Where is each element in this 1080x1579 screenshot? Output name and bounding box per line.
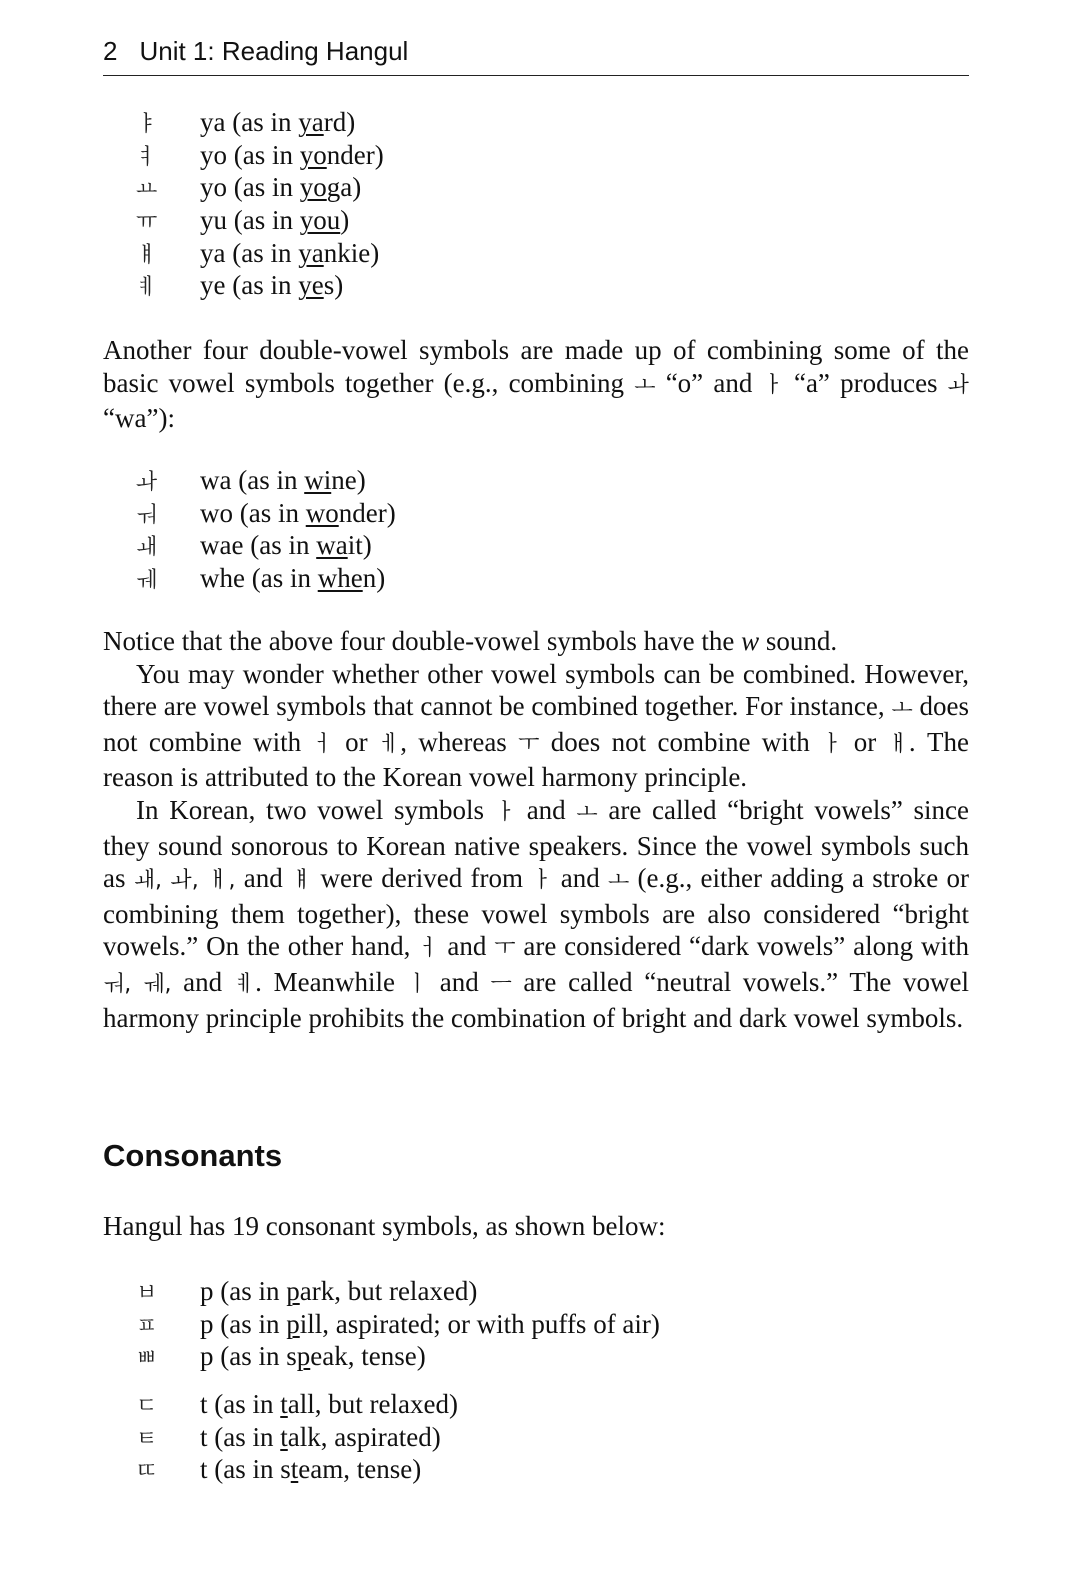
hangul-symbol: ㅍ: [136, 1313, 158, 1339]
hangul-symbol: ㅙ: [136, 535, 158, 561]
vowel-row: ㅑ ya (as in yard): [103, 106, 384, 139]
running-header: [103, 36, 969, 76]
hangul-symbol: ㅌ: [136, 1426, 158, 1452]
hangul-symbol: ㄷ: [136, 1394, 158, 1419]
wonder-paragraph: You may wonder whether other vowel symbols can be combined. However, there are vowel symbols that cannot be combined together. For instance, ㅗ does not combine with ㅓ or ㅔ, whereas ㅜ does not combine with ㅏ or ㅐ. The reason is attributed to the Korean vowel harmony principle.: [103, 658, 969, 793]
hangul-symbol: ㅑ: [136, 112, 158, 137]
y-vowel-list: [103, 106, 384, 302]
vowel-row: ㅒ ya (as in yankie): [103, 237, 384, 270]
chapter-title: Unit 1: Reading Hangul: [139, 36, 409, 66]
hangul-symbol: ㅕ: [136, 144, 158, 170]
hangul-symbol: ㅘ: [136, 470, 158, 495]
vowel-row: ㅖ ye (as in yes): [103, 269, 384, 302]
combine-paragraph: Another four double-vowel symbols are made up of combining some of the basic vowel symbols together (e.g., combining ㅗ “o” and ㅏ “a” produces ㅘ “wa”):: [103, 335, 970, 434]
consonant-row: ㄸ t (as in steam, tense): [103, 1453, 458, 1486]
notice-paragraph: Notice that the above four double-vowel symbols have the w sound.: [103, 626, 838, 656]
vowel-row: ㅞ whe (as in when): [103, 562, 396, 595]
section-heading-consonants: Consonants: [103, 1138, 283, 1173]
vowel-row: ㅙ wae (as in wait): [103, 529, 396, 562]
vowel-row: ㅕ yo (as in yonder): [103, 139, 384, 172]
vowel-row: ㅛ yo (as in yoga): [103, 171, 384, 204]
hangul-symbol: ㅛ: [136, 177, 158, 203]
hangul-symbol: ㅠ: [136, 210, 158, 236]
w-vowel-list: [103, 464, 396, 595]
consonant-row: ㅍ p (as in pill, aspirated; or with puffs of air): [103, 1308, 660, 1341]
hangul-symbol: ㅖ: [136, 275, 158, 301]
consonant-list-t: [103, 1388, 458, 1486]
hangul-symbol: ㅒ: [136, 242, 158, 268]
consonant-row: ㅂ p (as in park, but relaxed): [103, 1275, 660, 1308]
hangul-symbol: ㅂ: [136, 1281, 158, 1306]
vowel-row: ㅠ yu (as in you): [103, 204, 384, 237]
hangul-symbol: ㅞ: [136, 568, 158, 594]
bright-vowels-paragraph: In Korean, two vowel symbols ㅏ and ㅗ are called “bright vowels” since they sound sonorous to Korean native speakers. Since the vowel symbols such as ㅙ, ㅘ, ㅐ, and ㅒ were derived from ㅏ and ㅗ (e.g., either adding a stroke or combining them together), these vowel symbols are also considered “bright vowels.” On the other hand, ㅓ and ㅜ are considered “dark vowels” along with ㅝ, ㅞ, and ㅖ. Meanwhile ㅣ and ㅡ are called “neutral vowels.” The vowel harmony principle prohibits the combination of bright and dark vowel symbols.: [103, 794, 970, 1033]
consonant-list-p: [103, 1275, 660, 1373]
vowel-row: ㅘ wa (as in wine): [103, 464, 396, 497]
consonant-row: ㅃ p (as in speak, tense): [103, 1340, 660, 1373]
hangul-symbol: ㄸ: [136, 1459, 158, 1485]
consonant-row: ㅌ t (as in talk, aspirated): [103, 1421, 458, 1454]
vowel-harmony-text: [103, 625, 969, 1034]
hangul-symbol: ㅝ: [136, 502, 158, 528]
consonant-row: ㄷ t (as in tall, but relaxed): [103, 1388, 458, 1421]
hangul-symbol: ㅃ: [136, 1346, 158, 1372]
vowel-row: ㅝ wo (as in wonder): [103, 497, 396, 530]
consonants-intro: Hangul has 19 consonant symbols, as shown below:: [103, 1211, 666, 1241]
page-number: 2: [103, 36, 118, 66]
